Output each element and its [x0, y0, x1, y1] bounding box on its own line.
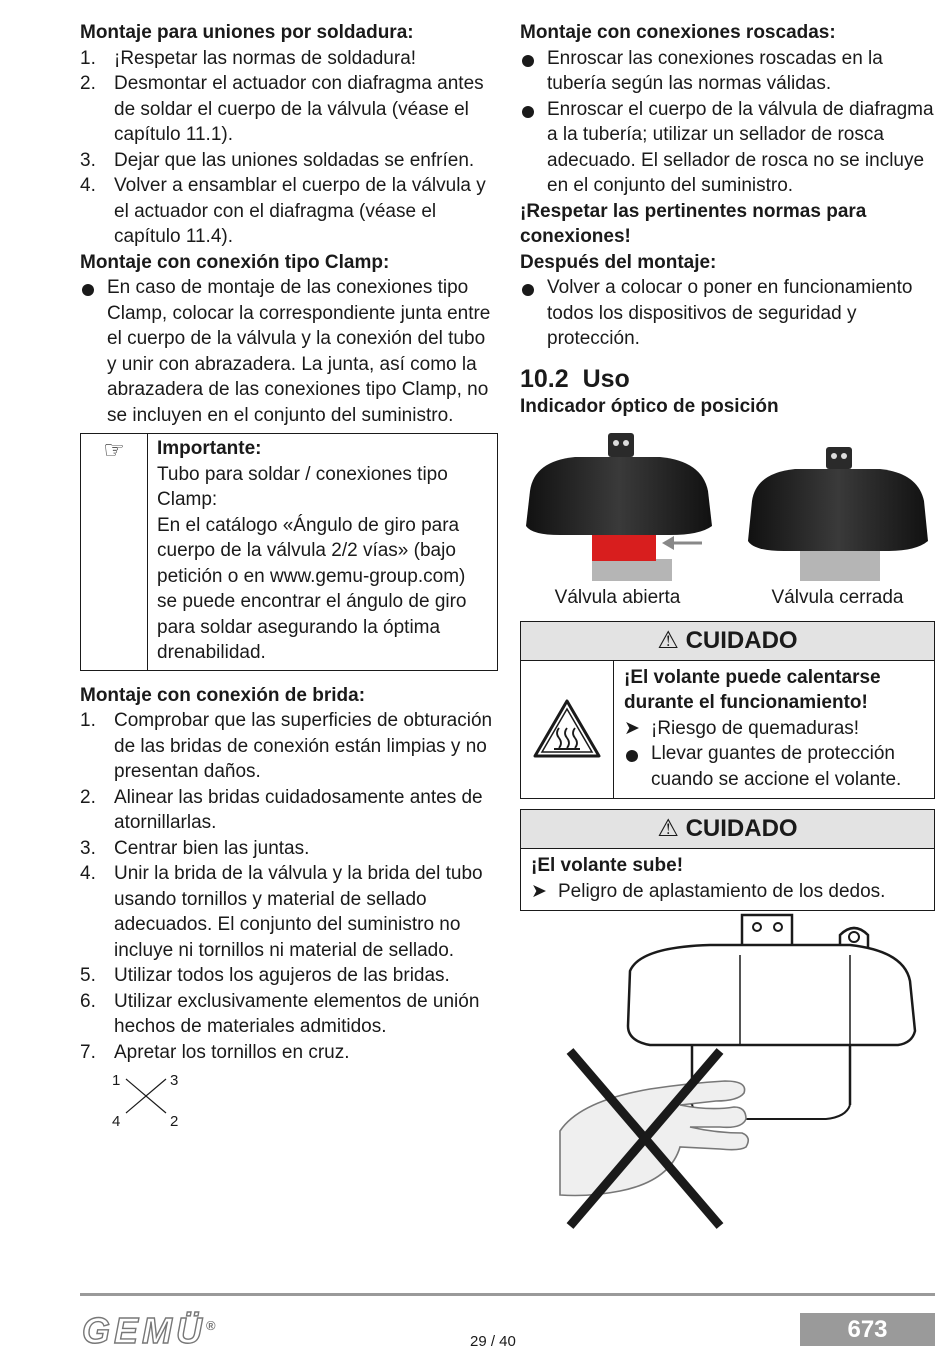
- position-indicator-figures: [520, 431, 935, 611]
- clamp-list: [80, 275, 498, 428]
- section-subtitle: Indicador óptico de posición: [520, 395, 779, 417]
- caution-label: CUIDADO: [685, 815, 798, 842]
- right-column: [520, 20, 935, 1241]
- caution-header: [521, 622, 934, 661]
- list-item: 2. Alinear las bridas cuidadosamente antes de atornillarlas.: [80, 786, 483, 833]
- list-item: 5. Utilizar todos los agujeros de las bridas.: [80, 965, 450, 986]
- bolt-label: 3: [170, 1072, 179, 1089]
- list-item: Volver a colocar o poner en funcionamiento todos los dispositivos de seguridad y protección.: [520, 275, 935, 352]
- list-item: 3. Dejar que las uniones soldadas se enfríen.: [80, 149, 475, 171]
- warning-triangle-icon: ⚠: [657, 815, 679, 842]
- note-title: Importante:: [157, 438, 262, 459]
- figure-valve-closed: [740, 431, 935, 611]
- caution-box-hot: [520, 621, 935, 800]
- welding-heading: Montaje para uniones por soldadura:: [80, 22, 414, 43]
- caution-box-rising: [520, 809, 935, 911]
- clamp-heading: Montaje con conexión tipo Clamp:: [80, 251, 390, 273]
- list-item: 4. Unir la brida de la válvula y la brida del tubo usando tornillos y material de sellado adecuados. El conjunto del suministro no incluye ni tornillos ni material de sellado.: [80, 863, 483, 961]
- list-item: 2. Desmontar el actuador con diafragma antes de soldar el cuerpo de la válvula (véase el capítulo 11.1).: [80, 73, 484, 145]
- bolt-label: 4: [112, 1113, 121, 1130]
- flange-heading: Montaje con conexión de brida:: [80, 684, 366, 706]
- valve-open-image: [520, 431, 715, 581]
- standards-emphasis: ¡Respetar las pertinentes normas para conexiones!: [520, 200, 867, 247]
- warning-triangle-icon: ⚠: [657, 626, 679, 654]
- note-line: Tubo para soldar / conexiones tipo Clamp:: [157, 463, 448, 510]
- footer-rule: [80, 1293, 935, 1296]
- section-heading: [520, 364, 935, 394]
- section-title: Uso: [582, 364, 630, 393]
- note-line: En el catálogo «Ángulo de giro para cuerpo de la válvula 2/2 vías» (bajo petición o en www.gemu-group.com): [157, 514, 466, 587]
- list-item: 1. ¡Respetar las normas de soldadura!: [80, 47, 417, 69]
- section-number: 10.2: [520, 364, 569, 393]
- figure-caption: Válvula cerrada: [771, 587, 904, 608]
- caution-header: [521, 810, 934, 849]
- caution-text: [614, 661, 934, 799]
- list-item: 3. Centrar bien las juntas.: [80, 837, 310, 859]
- caution-headline: ¡El volante sube!: [531, 855, 684, 876]
- left-column: [80, 20, 498, 1130]
- threaded-list: [520, 46, 935, 199]
- after-mounting-list: [520, 275, 935, 352]
- caution-risk: ➤ ¡Riesgo de quemaduras!: [624, 716, 926, 742]
- bolt-label: 1: [112, 1072, 121, 1089]
- pointing-hand-icon: ☞: [81, 434, 148, 670]
- threaded-heading: Montaje con conexiones roscadas:: [520, 22, 836, 43]
- after-mounting-heading: Después del montaje:: [520, 251, 717, 273]
- document-number-badge: 673: [800, 1313, 935, 1346]
- caution-action: Llevar guantes de protección cuando se accione el volante.: [624, 741, 926, 792]
- important-note: [80, 433, 498, 671]
- caution-label: CUIDADO: [685, 626, 798, 654]
- note-line: se puede encontrar el ángulo de giro para soldar asegurando la óptima drenabilidad.: [157, 591, 467, 663]
- list-item: 6. Utilizar exclusivamente elementos de unión hechos de materiales admitidos.: [80, 990, 480, 1037]
- list-item: En caso de montaje de las conexiones tipo Clamp, colocar la correspondiente junta entre el cuerpo de la válvula y la conexión del tubo y unir con abrazadera. La junta, así como la abrazadera de las conexiones tipo Clamp, no se incluyen en el conjunto del suministro.: [80, 275, 498, 428]
- bolt-label: 2: [170, 1113, 179, 1130]
- note-body: [148, 434, 497, 670]
- crushing-hazard-illustration: [520, 911, 935, 1241]
- caution-risk: ➤ Peligro de aplastamiento de los dedos.: [531, 879, 926, 905]
- figure-valve-open: [520, 431, 715, 611]
- page-number: 29 / 40: [470, 1333, 516, 1350]
- caution-text: [521, 849, 934, 910]
- figure-caption: Válvula abierta: [554, 587, 681, 608]
- list-item: 1. Comprobar que las superficies de obturación de las bridas de conexión están limpias y no presentan daños.: [80, 710, 493, 782]
- valve-closed-image: [740, 431, 935, 581]
- list-item: Enroscar las conexiones roscadas en la tubería según las normas válidas.: [520, 46, 935, 97]
- welding-steps: [80, 46, 498, 250]
- hot-surface-icon: [521, 661, 614, 799]
- flange-steps: [80, 708, 498, 1065]
- gemu-logo: GEMÜ®: [82, 1310, 220, 1351]
- list-item: 4. Volver a ensamblar el cuerpo de la válvula y el actuador con el diafragma (véase el capítulo 11.4).: [80, 175, 486, 247]
- list-item: Enroscar el cuerpo de la válvula de diafragma a la tubería; utilizar un sellador de rosca adecuado. El sellador de rosca no se incluye en el conjunto del suministro.: [520, 97, 935, 199]
- crosswise-tightening-diagram: [112, 1071, 192, 1130]
- cross-lines: [112, 1071, 192, 1121]
- open-indicator-ring: [592, 533, 656, 561]
- list-item: 7. Apretar los tornillos en cruz.: [80, 1041, 350, 1063]
- caution-headline: ¡El volante puede calentarse durante el funcionamiento!: [624, 666, 881, 713]
